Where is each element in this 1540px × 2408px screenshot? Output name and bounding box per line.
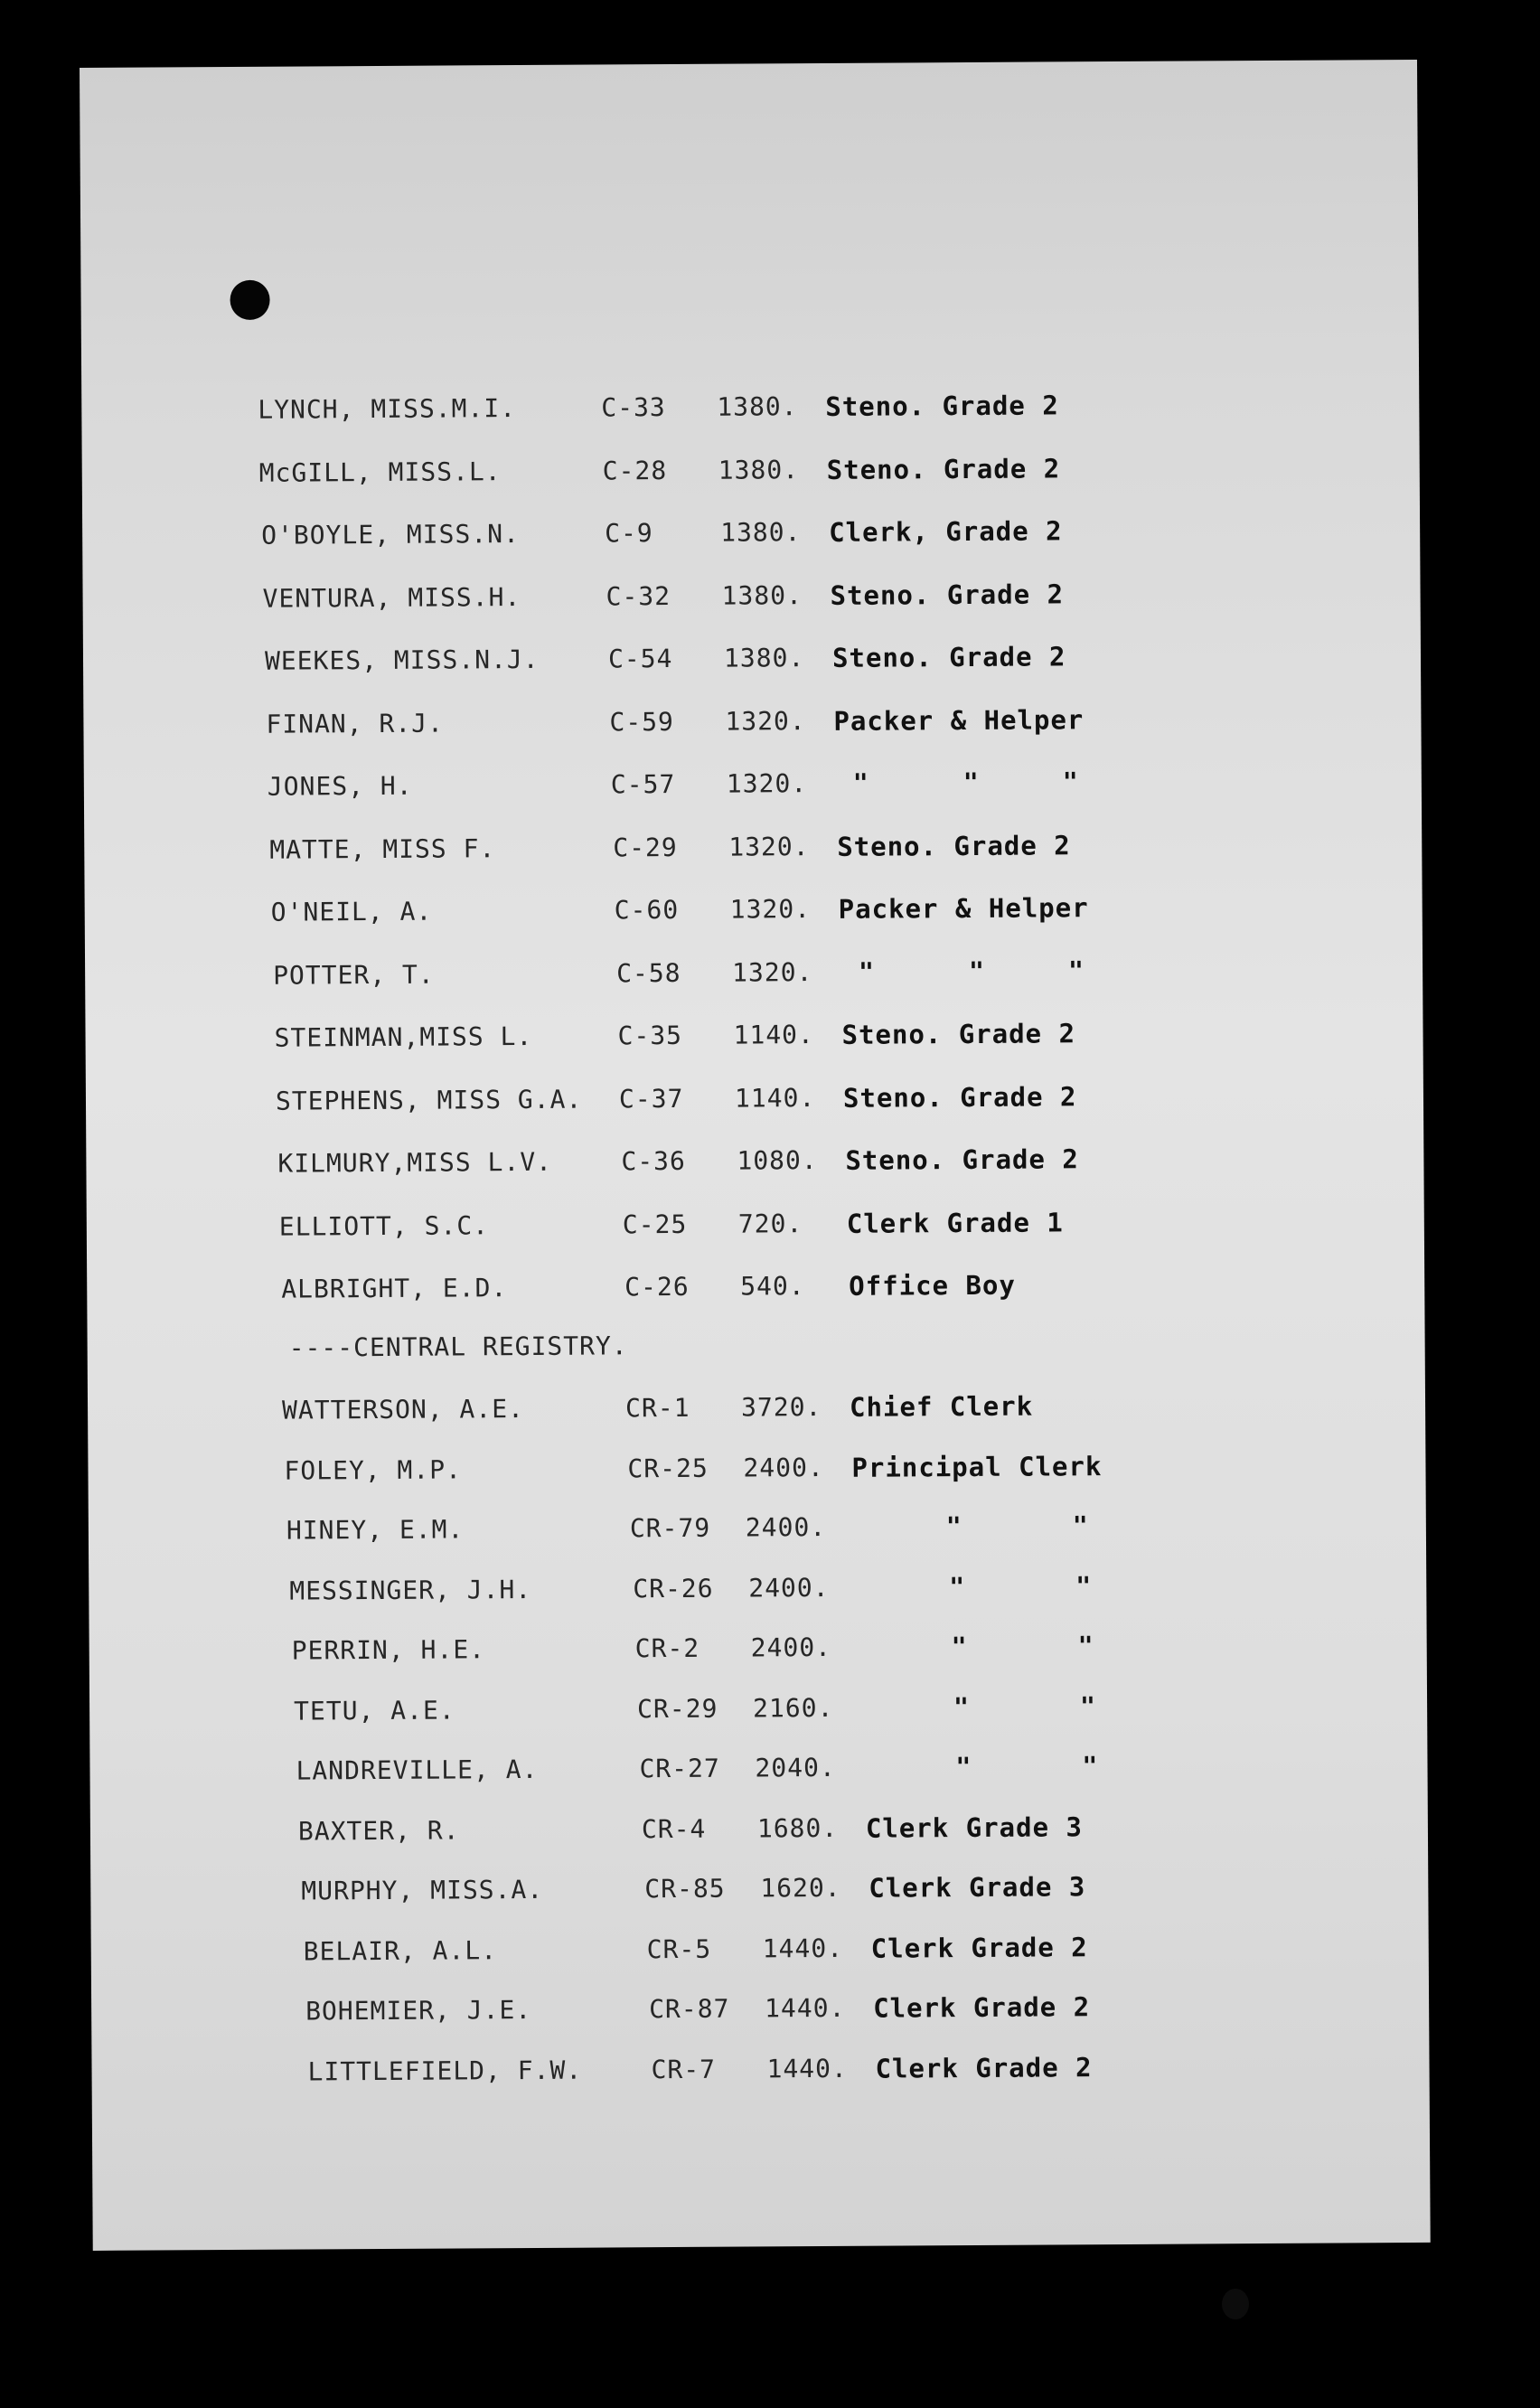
staff-name: PERRIN, H.E. bbox=[291, 1634, 486, 1666]
staff-row bbox=[282, 1383, 1186, 1434]
staff-title: Packer & Helper bbox=[838, 892, 1089, 925]
ditto-mark: " bbox=[1082, 1751, 1098, 1782]
staff-row bbox=[298, 1803, 1202, 1854]
staff-name: O'NEIL, A. bbox=[270, 896, 433, 927]
staff-name: LITTLEFIELD, F.W. bbox=[307, 2055, 583, 2087]
staff-code: CR-29 bbox=[637, 1693, 718, 1725]
ditto-mark: " bbox=[1077, 1631, 1094, 1661]
ditto-mark: " bbox=[951, 1632, 967, 1662]
staff-name: TETU, A.E. bbox=[294, 1695, 455, 1726]
staff-code: CR-2 bbox=[634, 1632, 700, 1664]
staff-title: Steno. Grade 2 bbox=[825, 390, 1059, 422]
staff-salary: 1380. bbox=[723, 643, 805, 673]
staff-row bbox=[304, 1924, 1207, 1974]
staff-salary: 1680. bbox=[756, 1812, 839, 1844]
staff-name: WEEKES, MISS.N.J. bbox=[264, 644, 540, 676]
staff-row bbox=[305, 1983, 1209, 2034]
staff-name: FOLEY, M.P. bbox=[284, 1454, 463, 1486]
staff-row bbox=[281, 1262, 1185, 1312]
staff-code: C-35 bbox=[617, 1020, 683, 1051]
staff-code: CR-7 bbox=[651, 2054, 717, 2085]
staff-title: Steno. Grade 2 bbox=[830, 578, 1065, 611]
staff-name: BAXTER, R. bbox=[297, 1815, 460, 1847]
staff-title: Steno. Grade 2 bbox=[831, 641, 1066, 673]
staff-salary: 1440. bbox=[765, 1992, 846, 2024]
staff-row bbox=[307, 2044, 1211, 2094]
staff-title: Steno. Grade 2 bbox=[841, 1018, 1076, 1050]
staff-salary: 720. bbox=[737, 1209, 803, 1239]
staff-salary: 1380. bbox=[718, 455, 800, 485]
staff-salary: 1080. bbox=[737, 1145, 818, 1176]
staff-code: CR-27 bbox=[639, 1753, 720, 1784]
staff-row bbox=[266, 697, 1169, 748]
staff-row bbox=[289, 1564, 1193, 1614]
staff-name: ELLIOTT, S.C. bbox=[278, 1210, 490, 1242]
staff-salary: 1440. bbox=[762, 1933, 844, 1964]
section-heading: ----CENTRAL REGISTRY. bbox=[288, 1331, 628, 1363]
staff-salary: 1320. bbox=[732, 957, 813, 988]
ditto-mark: " bbox=[955, 1752, 972, 1782]
staff-code: C-60 bbox=[614, 894, 680, 926]
staff-code: C-33 bbox=[601, 392, 666, 423]
staff-salary: 2400. bbox=[743, 1452, 824, 1483]
staff-row bbox=[261, 508, 1165, 559]
staff-name: ALBRIGHT, E.D. bbox=[281, 1273, 508, 1304]
staff-salary: 1320. bbox=[726, 768, 808, 799]
staff-row bbox=[301, 1863, 1205, 1914]
staff-row bbox=[284, 1444, 1188, 1494]
staff-row bbox=[292, 1623, 1196, 1673]
staff-code: C-32 bbox=[606, 581, 671, 612]
staff-code: C-58 bbox=[616, 957, 681, 989]
staff-title: Clerk Grade 1 bbox=[846, 1207, 1064, 1239]
ditto-mark: " bbox=[953, 1692, 970, 1723]
staff-code: C-26 bbox=[624, 1271, 690, 1303]
staff-name: POTTER, T. bbox=[273, 959, 435, 991]
staff-code: C-25 bbox=[622, 1209, 688, 1240]
dust-speck bbox=[1222, 2289, 1249, 2319]
ditto-mark: " bbox=[852, 767, 869, 798]
staff-title: Steno. Grade 2 bbox=[837, 830, 1071, 862]
staff-list bbox=[80, 60, 1417, 2087]
staff-salary: 1380. bbox=[720, 517, 802, 548]
staff-salary: 2400. bbox=[745, 1511, 827, 1543]
ditto-mark: " bbox=[963, 767, 979, 798]
staff-title: Clerk Grade 2 bbox=[875, 2052, 1093, 2084]
staff-row bbox=[265, 634, 1169, 684]
staff-title: Packer & Helper bbox=[833, 704, 1085, 737]
staff-salary: 540. bbox=[740, 1271, 805, 1302]
staff-title: Clerk, Grade 2 bbox=[829, 515, 1063, 548]
staff-name: MESSINGER, J.H. bbox=[289, 1574, 532, 1606]
ditto-mark: " bbox=[949, 1572, 965, 1603]
staff-code: CR-25 bbox=[627, 1453, 709, 1484]
staff-code: C-59 bbox=[609, 706, 674, 738]
ditto-mark: " bbox=[945, 1511, 962, 1542]
ditto-mark: " bbox=[1062, 767, 1078, 797]
staff-name: HINEY, E.M. bbox=[286, 1514, 465, 1546]
staff-salary: 1380. bbox=[717, 391, 798, 422]
ditto-mark: " bbox=[1068, 955, 1085, 986]
staff-salary: 2160. bbox=[753, 1692, 834, 1724]
staff-name: BOHEMIER, J.E. bbox=[305, 1994, 532, 2027]
staff-row bbox=[294, 1683, 1197, 1734]
staff-row bbox=[262, 571, 1166, 622]
staff-row bbox=[286, 1503, 1190, 1554]
staff-row bbox=[276, 1074, 1179, 1124]
staff-name: VENTURA, MISS.H. bbox=[262, 582, 521, 614]
staff-row bbox=[258, 382, 1161, 433]
staff-code: CR-5 bbox=[646, 1933, 712, 1965]
staff-salary: 1320. bbox=[725, 706, 806, 737]
staff-name: STEPHENS, MISS G.A. bbox=[275, 1084, 583, 1116]
staff-code: CR-4 bbox=[641, 1813, 707, 1845]
staff-title: Principal Clerk bbox=[851, 1451, 1103, 1483]
staff-title: Chief Clerk bbox=[849, 1390, 1034, 1423]
staff-salary: 1320. bbox=[728, 832, 810, 862]
staff-code: C-28 bbox=[602, 456, 668, 486]
staff-code: C-37 bbox=[618, 1083, 684, 1115]
staff-name: WATTERSON, A.E. bbox=[281, 1394, 525, 1425]
ditto-mark: " bbox=[969, 955, 985, 987]
staff-name: STEINMAN,MISS L. bbox=[274, 1021, 533, 1053]
staff-code: C-54 bbox=[607, 644, 673, 674]
staff-name: LYNCH, MISS.M.I. bbox=[258, 393, 517, 425]
staff-title: Clerk Grade 3 bbox=[869, 1871, 1086, 1904]
staff-code: CR-87 bbox=[649, 1993, 730, 2025]
staff-name: McGILL, MISS.L. bbox=[258, 456, 502, 488]
staff-salary: 1620. bbox=[760, 1872, 841, 1904]
staff-salary: 1380. bbox=[721, 580, 803, 611]
staff-title: Steno. Grade 2 bbox=[842, 1081, 1077, 1114]
ditto-mark: " bbox=[1075, 1571, 1092, 1602]
staff-row bbox=[274, 1011, 1178, 1061]
staff-code: CR-79 bbox=[629, 1512, 711, 1544]
staff-name: KILMURY,MISS L.V. bbox=[277, 1146, 553, 1179]
ditto-mark: " bbox=[1079, 1691, 1096, 1722]
staff-code: CR-26 bbox=[633, 1573, 714, 1604]
staff-row bbox=[279, 1199, 1183, 1250]
ditto-mark: " bbox=[1072, 1510, 1088, 1541]
staff-title: Steno. Grade 2 bbox=[845, 1143, 1079, 1176]
staff-salary: 1440. bbox=[766, 2053, 848, 2084]
ditto-mark: " bbox=[859, 956, 875, 987]
staff-row bbox=[296, 1743, 1199, 1793]
staff-code: C-36 bbox=[621, 1145, 686, 1177]
staff-name: O'BOYLE, MISS.N. bbox=[261, 519, 520, 550]
staff-name: MATTE, MISS F. bbox=[269, 833, 496, 865]
staff-code: C-9 bbox=[605, 518, 653, 549]
staff-name: BELAIR, A.L. bbox=[303, 1935, 498, 1967]
staff-salary: 2040. bbox=[755, 1752, 836, 1783]
staff-code: C-29 bbox=[613, 832, 678, 863]
staff-name: LANDREVILLE, A. bbox=[296, 1754, 539, 1786]
staff-code: CR-85 bbox=[644, 1873, 726, 1905]
staff-row bbox=[273, 948, 1177, 999]
staff-title: Office Boy bbox=[849, 1269, 1016, 1302]
staff-salary: 1140. bbox=[734, 1083, 816, 1114]
staff-salary: 1320. bbox=[729, 894, 812, 925]
staff-row bbox=[269, 823, 1173, 873]
staff-salary: 2400. bbox=[748, 1572, 830, 1604]
staff-row bbox=[277, 1136, 1181, 1187]
punch-hole bbox=[230, 280, 269, 320]
staff-title: Clerk Grade 2 bbox=[870, 1932, 1088, 1964]
staff-row bbox=[268, 759, 1171, 810]
staff-salary: 3720. bbox=[740, 1392, 822, 1423]
staff-row bbox=[259, 446, 1163, 496]
staff-code: CR-1 bbox=[624, 1392, 690, 1424]
paper-sheet bbox=[80, 60, 1431, 2251]
staff-salary: 1140. bbox=[733, 1020, 814, 1050]
staff-row bbox=[271, 885, 1175, 936]
staff-name: MURPHY, MISS.A. bbox=[301, 1874, 544, 1906]
staff-code: C-57 bbox=[610, 768, 676, 800]
staff-name: JONES, H. bbox=[267, 770, 413, 802]
staff-title: Clerk Grade 3 bbox=[865, 1811, 1083, 1844]
staff-salary: 2400. bbox=[750, 1632, 832, 1663]
staff-name: FINAN, R.J. bbox=[266, 708, 444, 739]
staff-title: Clerk Grade 2 bbox=[873, 1991, 1091, 2024]
staff-title: Steno. Grade 2 bbox=[826, 453, 1061, 485]
